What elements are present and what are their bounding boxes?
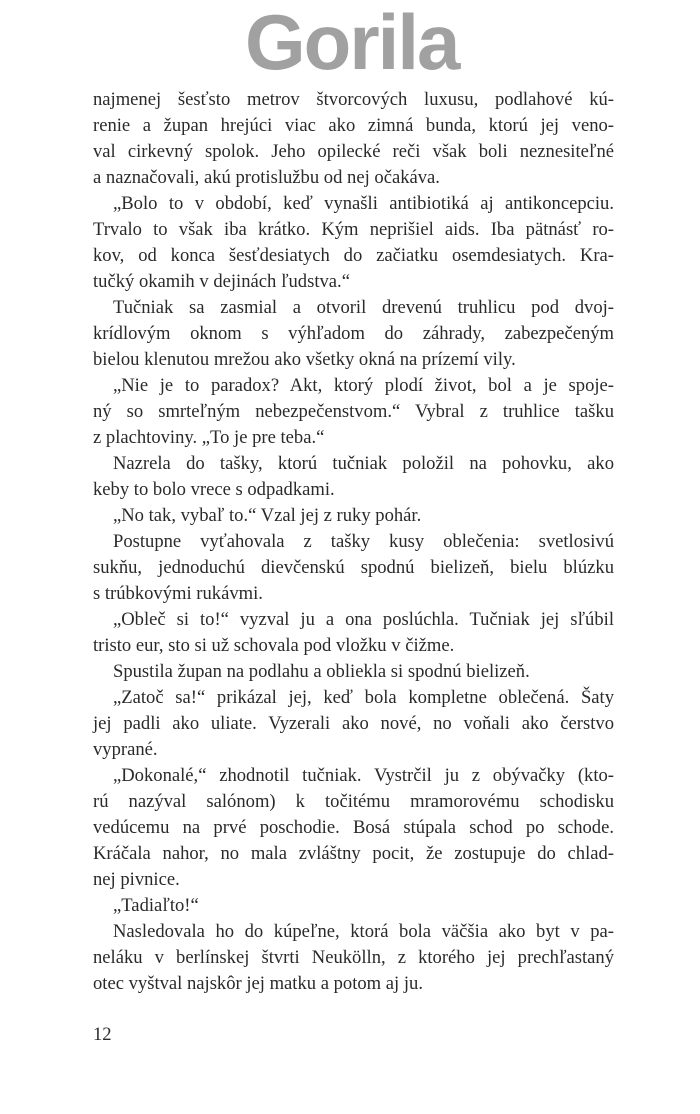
paragraph	[93, 763, 614, 893]
text-line: keby to bolo vrece s odpadkami.	[93, 479, 335, 500]
page-number: 12	[93, 1024, 112, 1045]
paragraph	[93, 919, 614, 997]
text-line: val cirkevný spolok. Jeho opilecké reči však boli neznesiteľné	[93, 141, 614, 162]
text-line: „Dokonalé,“ zhodnotil tučniak. Vystrčil ju z obývačky (kto-	[113, 765, 614, 786]
text-line: Spustila župan na podlahu a obliekla si spodnú bielizeň.	[113, 661, 530, 682]
text-line: tristo eur, sto si už schovala pod vložku v čižme.	[93, 635, 455, 656]
text-line: „Nie je to paradox? Akt, ktorý plodí život, bol a je spoje-	[113, 375, 614, 396]
text-line: Kráčala nahor, no mala zvláštny pocit, že zostupuje do chlad-	[93, 843, 614, 864]
text-line: tučký okamih v dejinách ľudstva.“	[93, 271, 350, 292]
paragraph	[93, 607, 614, 659]
text-line: Tučniak sa zasmial a otvoril drevenú truhlicu pod dvoj-	[113, 297, 614, 318]
text-line: rú nazýval salónom) k točitému mramorovému schodisku	[93, 791, 614, 812]
page-body	[93, 87, 614, 997]
text-line: sukňu, jednoduchú dievčenskú spodnú bielizeň, bielu blúzku	[93, 557, 614, 578]
text-line: „Bolo to v období, keď vynašli antibiotiká aj antikoncepciu.	[113, 193, 614, 214]
paragraph	[93, 503, 614, 529]
text-line: bielou klenutou mrežou ako všetky okná na prízemí vily.	[93, 349, 516, 370]
text-line: vyprané.	[93, 739, 158, 760]
paragraph	[93, 893, 614, 919]
text-line: krídlovým oknom s výhľadom do záhrady, zabezpečeným	[93, 323, 614, 344]
paragraph	[93, 87, 614, 191]
paragraph	[93, 529, 614, 607]
text-line: Nasledovala ho do kúpeľne, ktorá bola väčšia ako byt v pa-	[113, 921, 614, 942]
watermark-logo: Gorila	[245, 0, 459, 86]
text-line: otec vyštval najskôr jej matku a potom aj ju.	[93, 973, 423, 994]
text-line: kov, od konca šesťdesiatych do začiatku osemdesiatych. Kra-	[93, 245, 614, 266]
paragraph	[93, 191, 614, 295]
text-line: „Tadiaľto!“	[113, 895, 199, 916]
text-line: Trvalo to však iba krátko. Kým neprišiel aids. Iba pätnásť ro-	[93, 219, 614, 240]
text-line: Nazrela do tašky, ktorú tučniak položil na pohovku, ako	[113, 453, 614, 474]
text-line: „No tak, vybaľ to.“ Vzal jej z ruky pohár.	[113, 505, 422, 526]
text-line: jej padli ako uliate. Vyzerali ako nové, no voňali ako čerstvo	[93, 713, 614, 734]
text-line: a naznačovali, akú protislužbu od nej očakáva.	[93, 167, 440, 188]
text-line: s trúbkovými rukávmi.	[93, 583, 263, 604]
text-line: „Zatoč sa!“ prikázal jej, keď bola kompletne oblečená. Šaty	[113, 687, 614, 708]
text-line: z plachtoviny. „To je pre teba.“	[93, 427, 325, 448]
text-line: „Obleč si to!“ vyzval ju a ona poslúchla. Tučniak jej sľúbil	[113, 609, 614, 630]
paragraph	[93, 295, 614, 373]
text-line: najmenej šesťsto metrov štvorcových luxusu, podlahové kú-	[93, 89, 614, 110]
text-line: nej pivnice.	[93, 869, 180, 890]
text-line: vedúcemu na prvé poschodie. Bosá stúpala schod po schode.	[93, 817, 614, 838]
paragraph	[93, 659, 614, 685]
paragraph	[93, 451, 614, 503]
paragraph	[93, 373, 614, 451]
paragraph	[93, 685, 614, 763]
text-line: Postupne vyťahovala z tašky kusy oblečenia: svetlosivú	[113, 531, 614, 552]
text-line: neláku v berlínskej štvrti Neukölln, z ktorého jej prechľastaný	[93, 947, 614, 968]
text-line: ný so smrteľným nebezpečenstvom.“ Vybral z truhlice tašku	[93, 401, 614, 422]
text-line: renie a župan hrejúci viac ako zimná bunda, ktorú jej veno-	[93, 115, 614, 136]
